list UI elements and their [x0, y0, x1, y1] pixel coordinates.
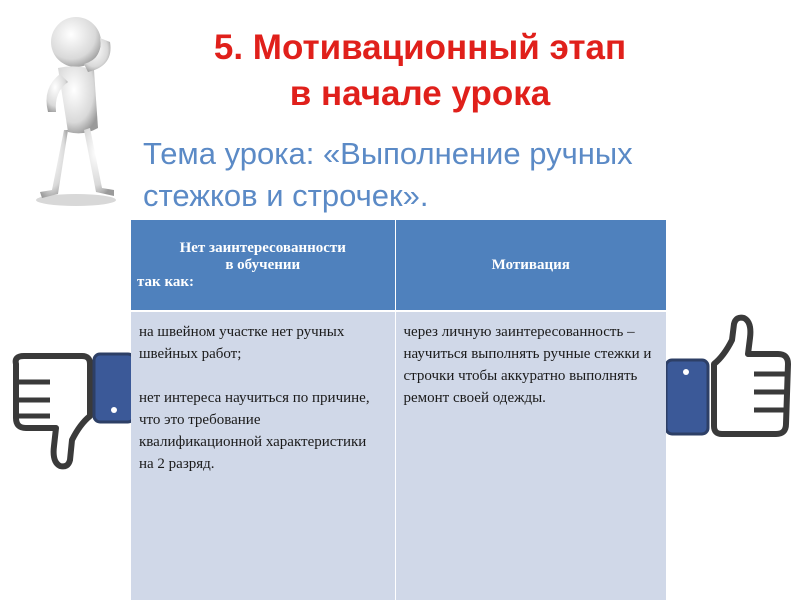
- table-row: [131, 311, 666, 600]
- slide-title-line1: 5. Мотивационный этап: [213, 28, 627, 67]
- header-no-interest: [131, 220, 395, 311]
- header-no-interest-line2: в обучении: [225, 256, 301, 273]
- thinking-person-icon: [18, 8, 128, 208]
- reason-paragraph-1: на швейном участке нет ручных швейных работ;: [139, 324, 345, 362]
- reason-paragraph-2: нет интереса научиться по причине, что это требование квалификационной характеристики: [139, 390, 370, 450]
- paragraph-gap: [139, 365, 387, 387]
- header-motivation: Мотивация: [395, 220, 666, 311]
- motivation-table: [131, 220, 666, 600]
- header-no-interest-line1: Нет заинтересованности: [179, 239, 346, 256]
- reason-paragraph-3: на 2 разряд.: [139, 456, 215, 472]
- thumbs-up-icon: [660, 312, 796, 440]
- cell-motivation-text: через личную заинтересованность – научиться выполнять ручные стежки и строчки чтобы аккуратно выполнять ремонт своей одежды.: [395, 311, 666, 600]
- thumbs-down-icon: [10, 352, 138, 470]
- slide-title-line2: в начале урока: [289, 74, 551, 113]
- header-no-interest-line3: так как:: [137, 273, 194, 290]
- lesson-topic-line1: Тема урока: «Выполнение ручных: [143, 136, 633, 171]
- table-header-row: [131, 220, 666, 311]
- cell-no-interest-reasons: [131, 311, 395, 600]
- lesson-topic-line2: стежков и строчек».: [143, 178, 429, 213]
